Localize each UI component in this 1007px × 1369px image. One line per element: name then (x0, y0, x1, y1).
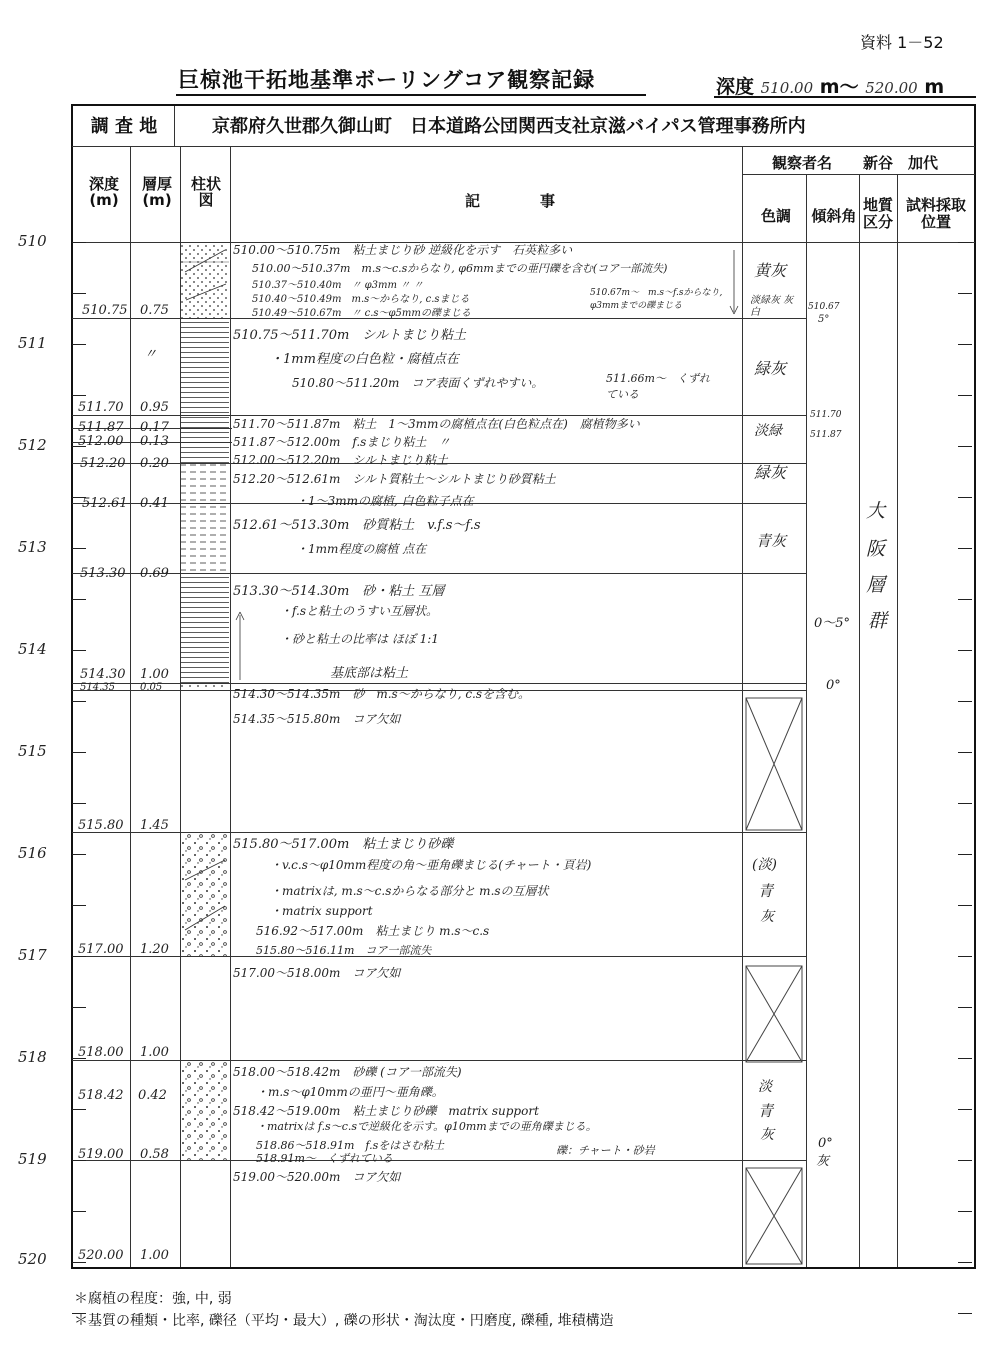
color-value: (淡) (752, 857, 777, 873)
dip-value: 510.67 (808, 302, 840, 312)
description-line: 514.30〜514.35m 砂 m.s〜からなり, c.sを含む。 (233, 687, 531, 701)
layer-silty-clay (181, 318, 229, 415)
axis-label: 519 (18, 1150, 47, 1168)
description-line: ・1mm程度の腐植 点在 (296, 542, 427, 556)
geo-unit-char: 群 (868, 610, 888, 632)
description-line: 510.67m〜 m.s〜f.sからなり, φ3mmまでの礫まじる (590, 288, 723, 311)
col-header-dip: 傾斜角 (811, 207, 857, 225)
observer-name: 新谷 加代 (863, 154, 939, 172)
color-value: 青灰 (756, 532, 787, 550)
description-line: ・1mm程度の白色粒・腐植点在 (270, 352, 459, 367)
row-depth: 511.87 (78, 420, 124, 435)
observer-label: 観察者名 (772, 154, 833, 172)
row-depth: 514.30 (80, 667, 126, 682)
row-depth: 517.00 (78, 942, 124, 957)
axis-label: 518 (18, 1048, 47, 1066)
description-line: 511.70〜511.87m 粘土 1〜3mmの腐植点在(白色粒点在) 腐植物多い (233, 417, 640, 431)
description-line: 510.40〜510.49m m.s〜からなり, c.sまじる (252, 294, 470, 305)
axis-label: 510 (18, 232, 47, 250)
dip-value: 5° (818, 314, 830, 325)
depth-range-from: 510.00 (760, 79, 814, 97)
footnote: ＊基質の種類・比率, 礫径（平均・最大）, 礫の形状・淘汰度・円磨度, 礫種, 堆積構造 (74, 1313, 614, 1329)
description-line: 512.61〜513.30m 砂質粘土 v.f.s〜f.s (233, 518, 481, 533)
row-depth: 510.75 (82, 303, 128, 318)
ditto-mark: 〃 (144, 347, 158, 362)
layer-gravel-2 (181, 1060, 229, 1160)
color-value: 青 (758, 882, 774, 900)
color-value: 淡緑 (754, 423, 782, 439)
col-header-description: 記 事 (464, 192, 555, 210)
row-depth: 512.00 (78, 434, 124, 449)
geo-unit-char: 大 (866, 500, 886, 522)
col-header-column-chart: 柱状図 (190, 175, 221, 209)
description-line: 510.00〜510.37m m.s〜c.sからなり, φ6mmまでの亜円礫を含む(コア一部流失) (252, 262, 668, 275)
description-line: 518.42〜519.00m 粘土まじり砂礫 matrix support (233, 1104, 539, 1118)
color-value: 緑灰 (754, 463, 787, 482)
layer-sand-clay-alternation (181, 573, 229, 683)
row-thickness: 0.58 (140, 1147, 169, 1162)
layer-clay (181, 415, 229, 463)
row-thickness: 1.00 (140, 1248, 169, 1263)
description-line: 519.00〜520.00m コア欠如 (233, 1170, 401, 1184)
depth-range-label: 深度 (716, 76, 755, 98)
depth-range-to: 520.00 (865, 79, 918, 97)
description-line: 512.00〜512.20m シルトまじり粘土 (233, 453, 449, 467)
color-value: 灰 (760, 909, 774, 925)
description-line: 518.91m〜 くずれている (256, 1152, 393, 1165)
axis-label: 520 (18, 1250, 47, 1268)
depth-range-unit1: m〜 (819, 76, 859, 98)
row-thickness: 0.42 (138, 1088, 167, 1103)
row-thickness: 1.00 (140, 1045, 169, 1060)
description-line: 510.49〜510.67m 〃 c.s〜φ5mmの礫まじる (252, 308, 471, 319)
description-line: 513.30〜514.30m 砂・粘土 互層 (233, 584, 445, 599)
row-depth: 518.42 (78, 1088, 124, 1103)
color-value: 青 (758, 1102, 774, 1120)
axis-label: 516 (18, 844, 47, 862)
axis-label: 517 (18, 946, 47, 964)
description-line: 510.80〜511.20m コア表面くずれやすい。 (292, 376, 544, 390)
description-line: ・f.sと粘土のうすい互層状。 (280, 604, 438, 618)
row-thickness: 0.95 (140, 400, 169, 415)
row-depth: 518.00 (78, 1045, 124, 1060)
row-depth: 513.30 (80, 566, 126, 581)
description-line: 518.00〜518.42m 砂礫 (コア一部流失) (233, 1065, 462, 1079)
row-thickness: 0.69 (140, 566, 169, 581)
site-value: 京都府久世郡久御山町 日本道路公団関西支社京滋バイパス管理事務所内 (212, 116, 806, 137)
description-line: 基底部は粘土 (330, 666, 409, 681)
axis-label: 513 (18, 538, 47, 556)
col-header-depth: 深度 (m) (88, 175, 119, 209)
layer-sand (181, 242, 229, 318)
color-value: 黄灰 (754, 261, 787, 280)
axis-label: 511 (18, 334, 47, 352)
col-header-sample: 試料採取 位置 (905, 196, 966, 231)
color-value: 淡 (758, 1079, 772, 1095)
layer-silty-clay-2 (181, 463, 229, 503)
description-line: 514.35〜515.80m コア欠如 (233, 712, 401, 726)
description-line: 511.66m〜 くずれている (606, 372, 710, 401)
axis-label: 512 (18, 436, 47, 454)
row-depth: 519.00 (78, 1147, 124, 1162)
row-thickness: 1.00 (140, 667, 169, 682)
description-line: ・m.s〜φ10mmの亜円〜亜角礫。 (256, 1085, 444, 1099)
depth-range-unit2: m (924, 76, 945, 98)
axis-label: 515 (18, 742, 47, 760)
layer-sandy-clay (181, 503, 229, 573)
row-thickness: 0.41 (140, 496, 169, 511)
core-missing-marks (746, 698, 802, 1264)
row-thickness: 0.05 (140, 682, 163, 693)
description-line: 517.00〜518.00m コア欠如 (233, 966, 401, 980)
row-depth: 514.35 (80, 682, 115, 693)
color-value: 灰 (760, 1127, 774, 1143)
description-line: 510.37〜510.40m 〃 φ3mm 〃 〃 (252, 280, 424, 291)
description-line: 516.92〜517.00m 粘土まじり m.s〜c.s (256, 924, 490, 938)
description-line: 510.00〜510.75m 粘土まじり砂 逆級化を示す 石英粒多い (233, 243, 573, 257)
row-depth: 515.80 (78, 818, 124, 833)
description-line: 510.75〜511.70m シルトまじり粘土 (233, 328, 466, 343)
document-id: 資料 1－52 (860, 33, 944, 52)
row-thickness: 0.13 (140, 434, 169, 449)
row-thickness: 0.75 (140, 303, 169, 318)
layer-gravel (181, 832, 229, 956)
row-thickness: 0.20 (140, 456, 169, 471)
page-title: 巨椋池干拓地基準ボーリングコア観察記録 (178, 68, 596, 92)
description-line: 515.80〜517.00m 粘土まじり砂礫 (233, 837, 454, 852)
col-header-color: 色調 (760, 207, 791, 225)
footnote: ＊腐植の程度：強, 中, 弱 (74, 1291, 232, 1307)
description-line: 512.20〜512.61m シルト質粘土〜シルトまじり砂質粘土 (233, 472, 556, 486)
row-depth: 512.20 (80, 456, 126, 471)
row-thickness: 1.20 (140, 942, 169, 957)
axis-label: 514 (18, 640, 47, 658)
description-line: 515.80〜516.11m コア一部流失 (256, 944, 432, 957)
description-line: 511.87〜512.00m f.sまじり粘土 〃 (233, 435, 451, 449)
description-line: 518.86〜518.91m f.sをはさむ粘土 (256, 1139, 445, 1152)
dip-value: 511.87 (810, 430, 842, 440)
description-line: ・1〜3mmの腐植, 白色粒子点在 (296, 494, 474, 508)
lithology-column (181, 242, 229, 1160)
description-line: ・matrixは, m.s〜c.sからなる部分と m.sの互層状 (270, 884, 549, 898)
dip-value: 0° (826, 678, 841, 693)
dip-value: 511.70 (810, 410, 842, 420)
col-header-geo-unit: 地質 区分 (862, 196, 893, 231)
row-depth: 520.00 (78, 1248, 124, 1263)
color-value: 灰 (816, 1154, 830, 1169)
row-thickness: 1.45 (140, 818, 169, 833)
description-line: ・matrixは f.s〜c.sで逆級化を示す。φ10mmまでの亜角礫まじる。 (256, 1120, 597, 1133)
layer-sand-thin (181, 683, 229, 689)
geo-unit-char: 層 (866, 574, 886, 596)
color-value: 淡緑灰 灰白 (750, 295, 794, 318)
row-depth: 511.70 (78, 400, 124, 415)
geo-unit-char: 阪 (866, 538, 886, 560)
site-label: 調 査 地 (90, 116, 158, 137)
row-depth: 512.61 (82, 496, 128, 511)
description-line: ・v.c.s〜φ10mm程度の角〜亜角礫まじる(チャート・頁岩) (270, 858, 592, 872)
description-line: ・matrix support (270, 904, 373, 918)
dip-value: 0° (818, 1136, 833, 1151)
description-line: ・砂と粘土の比率は ほぼ 1:1 (280, 632, 439, 646)
dip-value: 0〜5° (814, 616, 851, 631)
color-value: 緑灰 (754, 359, 787, 378)
row-thickness: 0.17 (140, 420, 169, 435)
col-header-thickness: 層厚 (m) (141, 175, 172, 209)
description-line: 礫：チャート・砂岩 (556, 1144, 655, 1157)
